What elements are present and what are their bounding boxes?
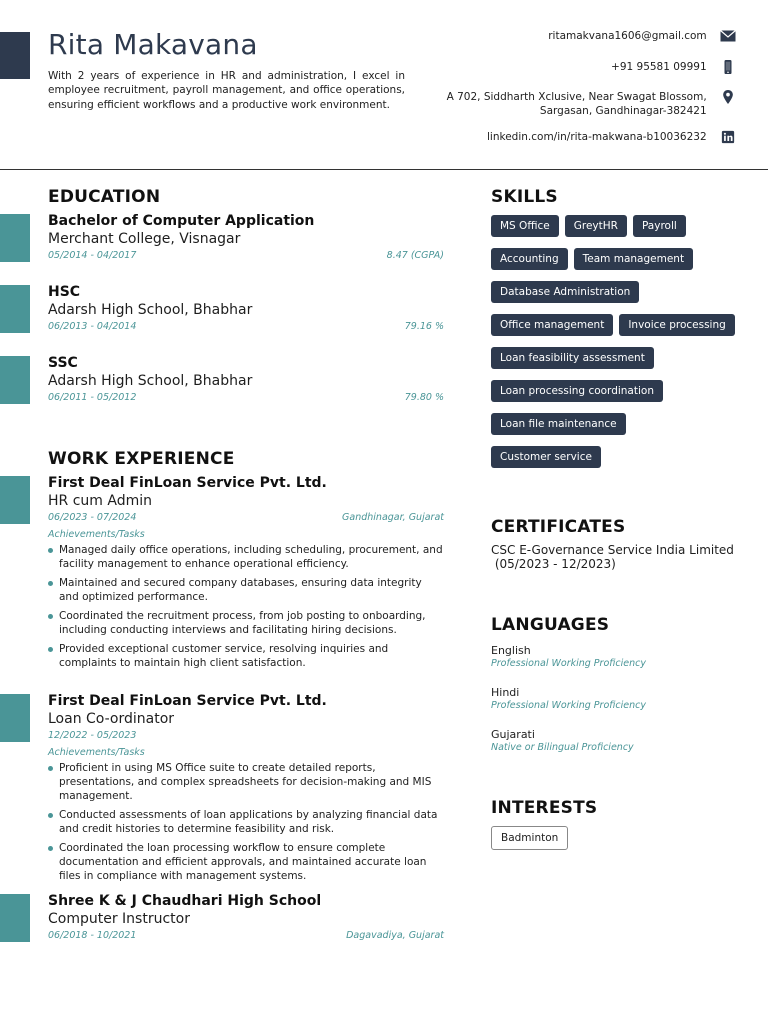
skill-tag: Loan feasibility assessment [491, 347, 654, 369]
header-divider [0, 169, 768, 170]
profile-summary: With 2 years of experience in HR and administration, I excel in employee recruitment, payroll management, and office operations, ensuring efficient workflows and a productive work environment. [48, 70, 405, 111]
education-score: 8.47 (CGPA) [386, 250, 444, 261]
school-name: Adarsh High School, Bhabhar [48, 302, 253, 318]
certificate-dates: (05/2023 - 12/2023) [491, 557, 616, 571]
work-dates: 06/2023 - 07/2024 [48, 512, 137, 523]
skill-tag: MS Office [491, 215, 559, 237]
language-name: English [491, 644, 531, 657]
work-marker [0, 894, 30, 942]
achievements-label: Achievements/Tasks [48, 747, 145, 758]
education-score: 79.16 % [404, 321, 444, 332]
contact-phone[interactable] [611, 60, 736, 74]
education-entry [48, 283, 444, 333]
skill-tag: Accounting [491, 248, 568, 270]
address-line-1: A 702, Siddharth Xclusive, Near Swagat Blossom, [446, 91, 707, 103]
phone-text[interactable]: +91 95581 09991 [611, 61, 707, 73]
header-accent-bar [0, 32, 30, 79]
education-marker [0, 214, 30, 262]
skill-tag: Invoice processing [619, 314, 734, 336]
work-marker [0, 476, 30, 524]
job-role: Loan Co-ordinator [48, 711, 175, 727]
contact-email[interactable] [548, 29, 736, 43]
languages-heading: LANGUAGES [491, 615, 610, 635]
task-bullet: Coordinated the recruitment process, from job posting to onboarding, including conducting interviews and facilitating hiring decisions. [48, 609, 444, 637]
interests-heading: INTERESTS [491, 798, 598, 818]
contact-address [447, 90, 736, 118]
work-marker [0, 694, 30, 742]
task-list [48, 543, 444, 670]
task-bullet: Proficient in using MS Office suite to create detailed reports, presentations, and complex spreadsheets for decision-making and MIS management. [48, 761, 444, 803]
education-entry [48, 212, 444, 262]
task-bullet: Coordinated the loan processing workflow to ensure complete documentation and efficient approvals, and maintained accurate loan files in compliance with management systems. [48, 841, 444, 883]
education-marker [0, 356, 30, 404]
company-name: Shree K & J Chaudhari High School [48, 893, 322, 909]
job-role: Computer Instructor [48, 911, 190, 927]
achievements-label: Achievements/Tasks [48, 529, 145, 540]
work-dates: 06/2018 - 10/2021 [48, 930, 137, 941]
linkedin-text[interactable]: linkedin.com/in/rita-makwana-b10036232 [487, 131, 707, 143]
education-score: 79.80 % [404, 392, 444, 403]
task-bullet: Provided exceptional customer service, resolving inquiries and complaints to maintain high client satisfaction. [48, 642, 444, 670]
address-line-2: Sargasan, Gandhinagar-382421 [539, 105, 707, 117]
skill-tag: Office management [491, 314, 613, 336]
work-location: Dagavadiya, Gujarat [346, 930, 444, 941]
candidate-name: Rita Makavana [48, 28, 258, 61]
degree-title: HSC [48, 284, 81, 300]
language-level: Professional Working Proficiency [491, 658, 646, 669]
work-location: Gandhinagar, Gujarat [342, 512, 444, 523]
work-dates: 12/2022 - 05/2023 [48, 730, 137, 741]
education-marker [0, 285, 30, 333]
task-bullet: Conducted assessments of loan applications by analyzing financial data and credit histories to determine feasibility and risk. [48, 808, 444, 836]
school-name: Merchant College, Visnagar [48, 231, 241, 247]
envelope-icon [720, 29, 736, 43]
skill-tag: GreytHR [565, 215, 627, 237]
education-heading: EDUCATION [48, 187, 161, 207]
task-bullet: Managed daily office operations, including scheduling, procurement, and facility management to enhance operational efficiency. [48, 543, 444, 571]
language-level: Native or Bilingual Proficiency [491, 742, 634, 753]
skill-tag: Loan file maintenance [491, 413, 626, 435]
location-pin-icon [720, 90, 736, 104]
work-entry [48, 892, 444, 942]
work-entry [48, 692, 444, 888]
task-list [48, 761, 444, 883]
skill-tag: Team management [574, 248, 693, 270]
education-entry [48, 354, 444, 404]
degree-title: Bachelor of Computer Application [48, 213, 315, 229]
skills-heading: SKILLS [491, 187, 558, 207]
certificates-heading: CERTIFICATES [491, 517, 626, 537]
language-name: Gujarati [491, 728, 535, 741]
contact-linkedin[interactable] [487, 130, 736, 144]
skill-tag: Payroll [633, 215, 686, 237]
company-name: First Deal FinLoan Service Pvt. Ltd. [48, 693, 327, 709]
education-dates: 06/2013 - 04/2014 [48, 321, 137, 332]
education-dates: 05/2014 - 04/2017 [48, 250, 137, 261]
phone-icon [720, 60, 736, 74]
skill-tag: Customer service [491, 446, 601, 468]
language-level: Professional Working Proficiency [491, 700, 646, 711]
education-dates: 06/2011 - 05/2012 [48, 392, 137, 403]
degree-title: SSC [48, 355, 78, 371]
languages-list [491, 644, 646, 770]
certificate-entry [491, 543, 734, 571]
linkedin-icon [720, 130, 736, 144]
interest-tag: Badminton [491, 826, 568, 850]
language-name: Hindi [491, 686, 520, 699]
email-text[interactable]: ritamakvana1606@gmail.com [548, 30, 707, 42]
certificate-name: CSC E-Governance Service India Limited [491, 543, 734, 557]
skill-tag: Database Administration [491, 281, 639, 303]
work-experience-heading: WORK EXPERIENCE [48, 449, 235, 469]
task-bullet: Maintained and secured company databases, ensuring data integrity and optimized performance. [48, 576, 444, 604]
job-role: HR cum Admin [48, 493, 152, 509]
skills-list [491, 215, 741, 479]
skill-tag: Loan processing coordination [491, 380, 663, 402]
interests-list [491, 826, 568, 850]
work-entry [48, 474, 444, 675]
school-name: Adarsh High School, Bhabhar [48, 373, 253, 389]
company-name: First Deal FinLoan Service Pvt. Ltd. [48, 475, 327, 491]
